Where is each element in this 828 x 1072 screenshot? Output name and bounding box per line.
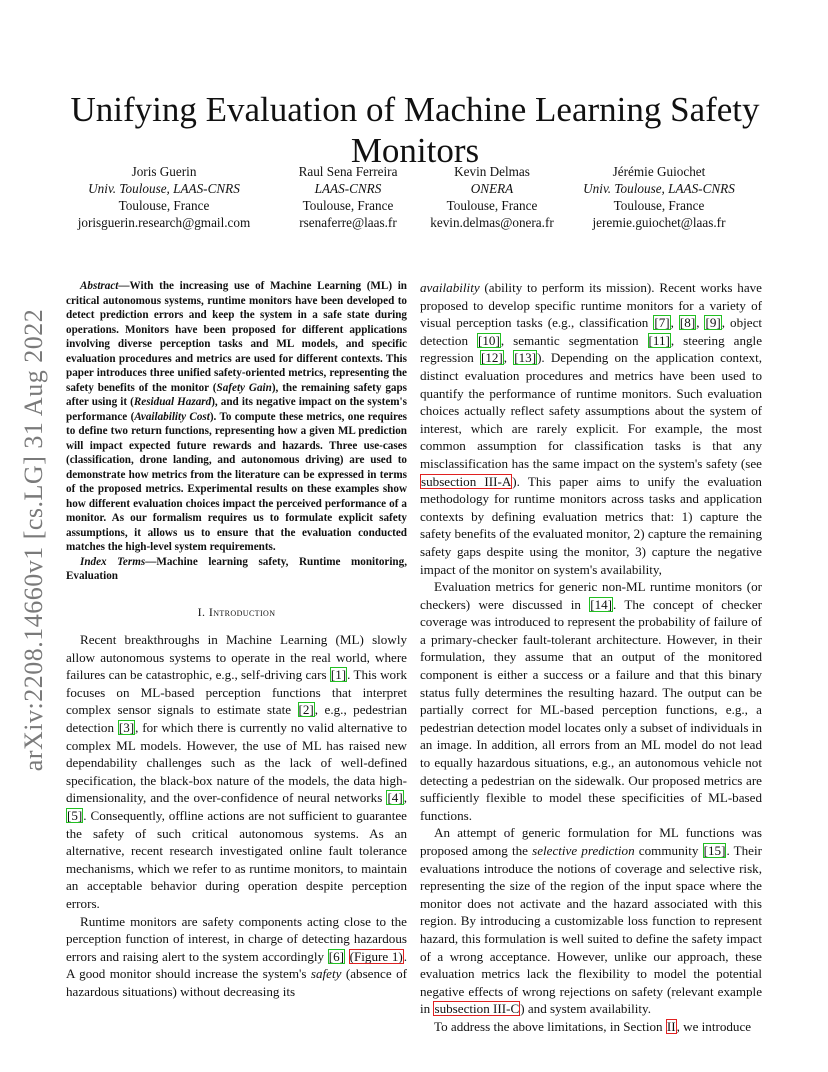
figure-link[interactable]: (Figure 1) [349,948,403,964]
paper-title: Unifying Evaluation of Machine Learning Safety Monitors [70,90,760,171]
right-paragraph-1: availability (ability to perform its mission). Recent works have proposed to develop specific runtime monitors for a variety of visual perception tasks (e.g., classification [7], [8], [9], object detection [10], semantic segmentation [11], steering angle regression [12], [13]). Depending on the application context, distinct evaluation procedures and metrics have been used to quantify the performance of runtime monitors. Such evaluation choices actually reflect safety assumptions about the system of interest, which are rarely explicit. For example, the most common assumption for classification tasks is that any misclassification has the same impact on the system's safety (see subsection III-A). This paper aims to unify the evaluation methodology for runtime monitors across tasks and application contexts by defining evaluation metrics that: 1) capture the safety benefits of the evaluated monitor, 2) capture the remaining safety gaps despite using the monitor, 3) capture the negative impact of the monitor on system's availability, [420,280,763,577]
author-location: Toulouse, France [118,198,210,213]
author-email: rsenaferre@laas.fr [299,215,397,230]
author-name: Joris Guerin [131,164,197,179]
arxiv-id: arXiv:2208.14660v1 [cs.LG] 31 Aug 2022 [19,308,48,772]
citation-link[interactable]: [11] [648,332,670,348]
subsection-link[interactable]: subsection III-C [434,1001,520,1017]
right-paragraph-2: Evaluation metrics for generic non-ML runtime monitors (or checkers) were discussed in [14]. The concept of checker coverage was introduced to represent the probability of failure of a primary-checker fault-tolerant architecture. However, in their formulation, they assume that an output of the monitored component is either a success or a failure and that this binary status fully determines the resulting hazard. The output can be partially correct for ML-based perception functions, e.g., a pedestrian detection model locates only a subset of individuals in an image. In addition, all errors from an ML model do not lead to equally hazardous situations, e.g., an autonomous vehicle not detecting a pedestrian on the sidewalk. Our proposed metrics are sufficiently flexible to model these specificities of ML-based functions. [420,579,762,823]
citation-link[interactable]: [14] [590,596,613,612]
subsection-link[interactable]: subsection III-A [421,473,512,489]
author-affiliation: LAAS-CNRS [314,181,382,196]
author-email: jorisguerin.research@gmail.com [77,215,251,230]
author-location: Toulouse, France [302,198,394,213]
section-link[interactable]: II [666,1018,676,1034]
citation-link[interactable]: [4] [387,790,403,806]
right-paragraph-3: An attempt of generic formulation for ML functions was proposed among the selective prediction community [15]. Their evaluations introduce the notions of coverage and selective risk, representing the size of the region of the input space where the monitor does not activate and the hazard associated with this region. By introducing a customizable loss function to represent hazard, this formulation is well suited to define the safety impact of a wrong acceptance. However, unlike our approach, these evaluation metrics lack the flexibility to model the potential negative effects of wrong rejections on safety (relevant example in subsection III-C) and system availability. [420,825,762,1017]
citation-link[interactable]: [10] [478,332,500,348]
citation-link[interactable]: [6] [328,948,344,964]
citation-link[interactable]: [1] [330,667,347,683]
author-name: Raul Sena Ferreira [298,164,398,179]
right-column [420,279,762,1036]
author-email: jeremie.guiochet@laas.fr [592,215,726,230]
author-affiliation: ONERA [470,181,514,196]
citation-link[interactable]: [15] [703,843,726,858]
intro-paragraph-1: Recent breakthroughs in Machine Learning (ML) slowly allow autonomous systems to operate in the real world, where failures can be catastrophic, e.g., self-driving cars [1]. This work focuses on ML-based perception functions that interpret complex sensor signals to estimate state [2], e.g., pedestrian detection [3], for which there is currently no valid alternative to complex ML models. However, the use of ML has raised new dependability challenges such as the lack of well-defined specification, the black-box nature of the models, the data high-dimensionality, and the over-confidence of neural networks [4], [5]. Consequently, offline actions are not sufficient to guarantee the safety of such critical autonomous systems. As an alternative, recent research investigated online fault tolerance mechanisms, which we refer to as runtime monitors, to maintain an acceptable behavior during operation despite perception errors. [66,632,408,911]
author-name: Jérémie Guiochet [612,164,706,179]
author-location: Toulouse, France [613,198,705,213]
author-3 [422,163,562,231]
author-email: kevin.delmas@onera.fr [430,215,554,230]
citation-link[interactable]: [5] [67,808,83,824]
index-terms: Index Terms—Machine learning safety, Runtime monitoring, Evaluation [66,555,407,582]
author-1 [66,163,262,231]
left-column [66,279,407,1001]
author-4 [574,163,744,231]
citation-link[interactable]: [9] [705,315,721,331]
author-affiliation: Univ. Toulouse, LAAS-CNRS [583,181,735,196]
arxiv-watermark [6,280,62,800]
author-2 [272,163,424,231]
section-heading: I. Introduction [197,604,276,619]
author-block [66,163,760,235]
author-affiliation: Univ. Toulouse, LAAS-CNRS [88,181,240,196]
citation-link[interactable]: [3] [118,720,135,736]
author-name: Kevin Delmas [454,164,530,179]
citation-link[interactable]: [8] [679,315,696,331]
intro-paragraph-2: Runtime monitors are safety components acting close to the perception function of interest, in charge of detecting hazardous errors and raising alert to the system accordingly [6] (Figure 1). A good monitor should increase the system's safety (absence of hazardous situations) without decreasing its [66,913,408,999]
citation-link[interactable]: [7] [654,315,670,331]
citation-link[interactable]: [12] [480,350,503,366]
author-location: Toulouse, France [446,198,538,213]
citation-link[interactable]: [2] [298,702,314,718]
abstract: Abstract—With the increasing use of Machine Learning (ML) in critical autonomous systems, runtime monitors have been developed to detect prediction errors and keep the system in a safe state during operations. Monitors have been proposed for different applications involving diverse perception tasks and ML models, and specific evaluation procedures and metrics are used for different contexts. This paper introduces three unified safety-oriented metrics, representing the safety benefits of the monitor (Safety Gain), the remaining safety gaps after using it (Residual Hazard), and its negative impact on the system's performance (Availability Cost). To compute these metrics, one requires to define two return functions, representing how a given ML prediction will impact expected future rewards and hazards. Three use-cases (classification, drone landing, and autonomous driving) are used to demonstrate how metrics from the literature can be expressed in terms of the proposed metrics. Experimental results on these examples show how different evaluation choices impact the perceived performance of a monitor. As our formalism requires us to formulate explicit safety assumptions, it allows us to ensure that the evaluation conducted matches the high-level system requirements. [66,280,408,553]
right-paragraph-4: To address the above limitations, in Section II, we introduce [434,1018,752,1034]
citation-link[interactable]: [13] [514,350,537,366]
